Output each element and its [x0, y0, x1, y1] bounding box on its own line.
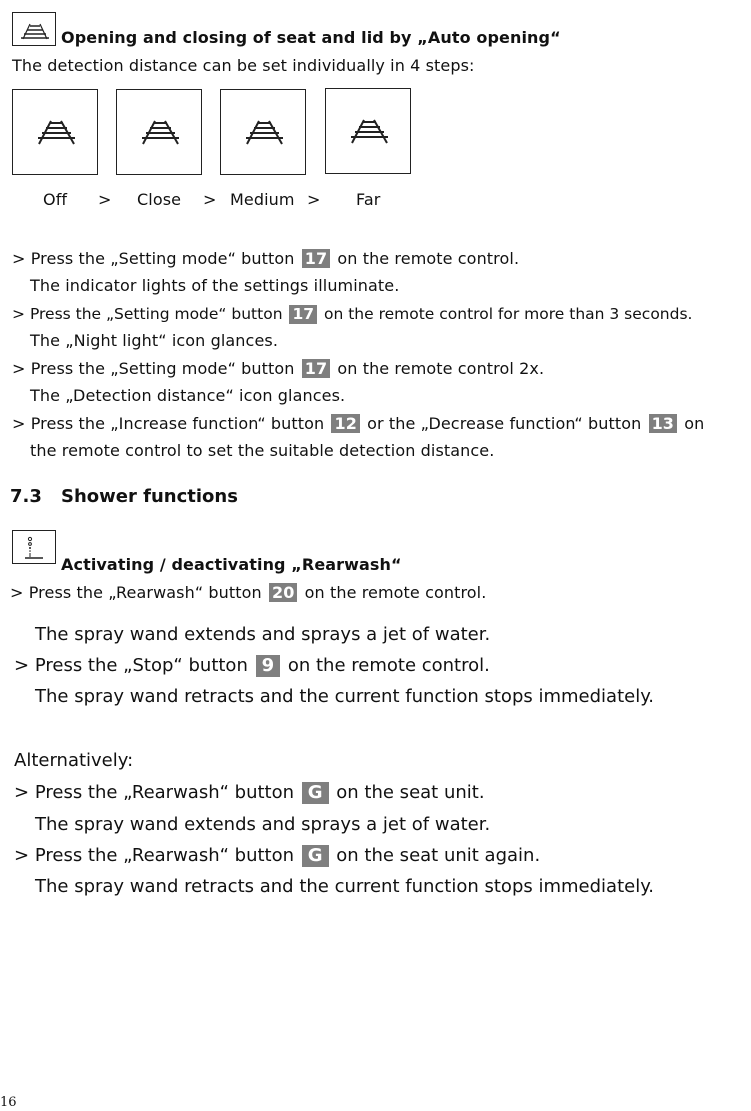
- instruction-4: [12, 414, 704, 434]
- instruction-2: [12, 304, 692, 324]
- instruction-text: or the „Decrease function“ button: [367, 414, 642, 433]
- button-letter-badge: G: [302, 845, 329, 867]
- instruction-text: Press the „Rearwash“ button: [34, 845, 295, 866]
- instruction-text: on the seat unit.: [336, 782, 485, 803]
- instruction-text: Press the „Setting mode“ button: [30, 249, 295, 268]
- instruction-text: Press the „Rearwash“ button: [34, 782, 295, 803]
- bullet-marker: >: [12, 249, 26, 268]
- step-label-close: Close: [137, 190, 182, 209]
- rearwash-icon: [12, 530, 56, 564]
- bullet-marker: >: [12, 305, 25, 323]
- step-label-off: Off: [43, 190, 68, 209]
- instruction-text: on: [684, 414, 705, 433]
- button-number-badge: 20: [269, 583, 297, 602]
- rearwash-step-2: [14, 655, 490, 677]
- instruction-text: Press the „Setting mode“ button: [29, 305, 283, 323]
- section-title: Shower functions: [61, 486, 238, 507]
- step-separator: >: [98, 190, 112, 209]
- page-number: 16: [0, 1095, 17, 1110]
- instruction-3-result: The „Detection distance“ icon glances.: [30, 386, 346, 405]
- button-number-badge: 17: [302, 359, 330, 378]
- rearwash-step-4: [14, 845, 540, 867]
- auto-opening-intro: The detection distance can be set individually in 4 steps:: [12, 56, 475, 75]
- alternatively-label: Alternatively:: [14, 750, 134, 771]
- step-far-icon: [325, 88, 411, 174]
- step-medium-icon: [220, 89, 306, 175]
- instruction-text: Press the „Rearwash“ button: [28, 583, 262, 602]
- instruction-text: on the seat unit again.: [336, 845, 541, 866]
- instruction-text: Press the „Setting mode“ button: [30, 359, 295, 378]
- button-letter-badge: G: [302, 782, 329, 804]
- instruction-text: on the remote control.: [304, 583, 487, 602]
- bullet-marker: >: [12, 414, 26, 433]
- button-number-badge: 12: [331, 414, 359, 433]
- instruction-4-line2: the remote control to set the suitable detection distance.: [30, 441, 495, 460]
- rearwash-step-3-result: The spray wand extends and sprays a jet of water.: [35, 814, 491, 835]
- seat-sensor-icon: [12, 12, 56, 46]
- instruction-text: on the remote control.: [337, 249, 520, 268]
- instruction-text: on the remote control 2x.: [337, 359, 545, 378]
- bullet-marker: >: [10, 583, 24, 602]
- rearwash-step-3: [14, 782, 485, 804]
- bullet-marker: >: [14, 845, 30, 866]
- step-label-medium: Medium: [230, 190, 295, 209]
- rearwash-heading: Activating / deactivating „Rearwash“: [61, 555, 402, 574]
- rearwash-step-1: [10, 583, 486, 603]
- instruction-text: on the remote control for more than 3 seconds.: [323, 305, 693, 323]
- step-separator: >: [307, 190, 321, 209]
- button-number-badge: 17: [289, 305, 317, 324]
- instruction-text: Press the „Increase function“ button: [30, 414, 325, 433]
- button-number-badge: 17: [302, 249, 330, 268]
- bullet-marker: >: [14, 655, 30, 676]
- button-number-badge: 13: [649, 414, 677, 433]
- instruction-1: [12, 249, 519, 269]
- instruction-2-result: The „Night light“ icon glances.: [30, 331, 279, 350]
- instruction-text: on the remote control.: [287, 655, 490, 676]
- bullet-marker: >: [12, 359, 26, 378]
- instruction-3: [12, 359, 544, 379]
- rearwash-step-4-result: The spray wand retracts and the current function stops immediately.: [35, 876, 655, 897]
- instruction-text: Press the „Stop“ button: [34, 655, 248, 676]
- section-number: 7.3: [10, 486, 42, 507]
- rearwash-step-2-result: The spray wand retracts and the current function stops immediately.: [35, 686, 655, 707]
- rearwash-step-1-result: The spray wand extends and sprays a jet of water.: [35, 624, 491, 645]
- step-separator: >: [203, 190, 217, 209]
- step-label-far: Far: [356, 190, 381, 209]
- bullet-marker: >: [14, 782, 30, 803]
- step-close-icon: [116, 89, 202, 175]
- step-off-icon: [12, 89, 98, 175]
- instruction-1-result: The indicator lights of the settings illuminate.: [30, 276, 400, 295]
- button-number-badge: 9: [256, 655, 281, 677]
- auto-opening-heading: Opening and closing of seat and lid by „Auto opening“: [61, 28, 561, 47]
